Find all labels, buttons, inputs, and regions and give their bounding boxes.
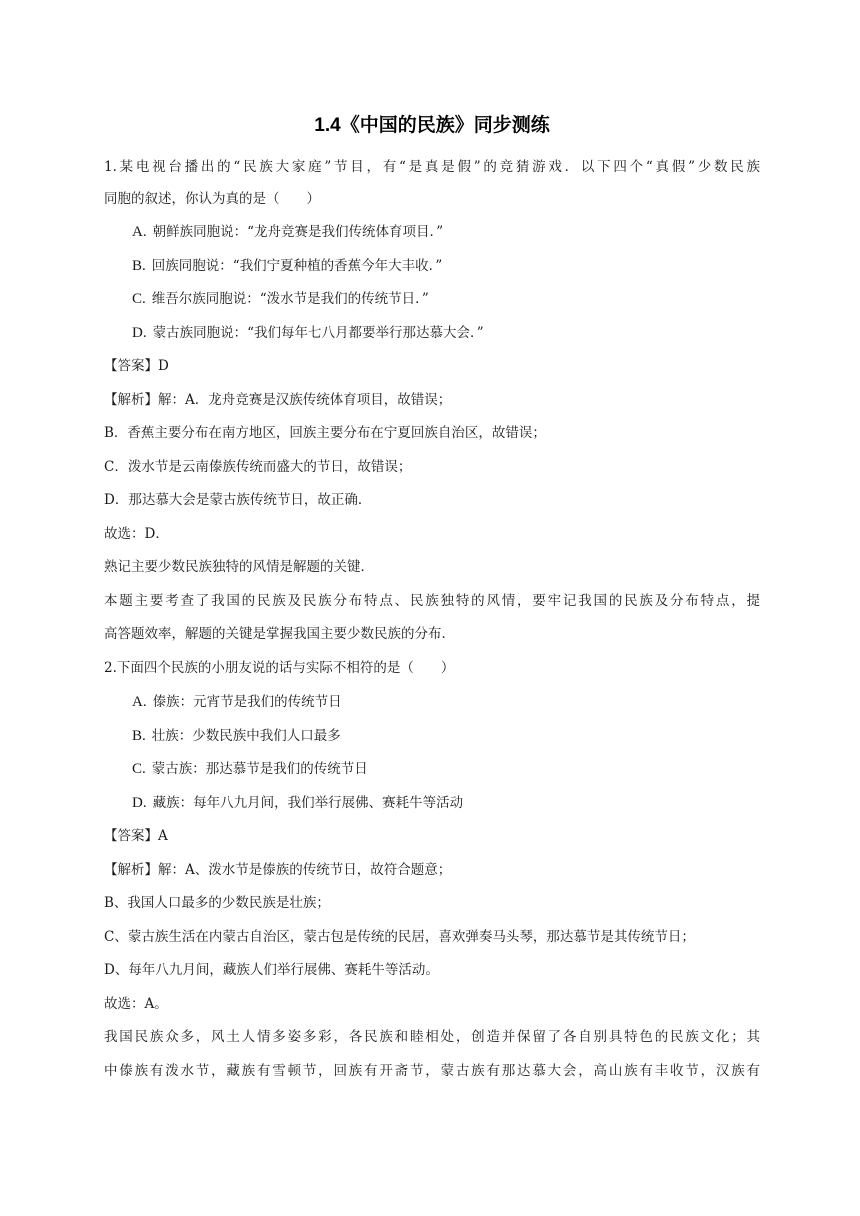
q1-analysis-line: B．香蕉主要分布在南方地区，回族主要分布在宁夏回族自治区，故错误； — [104, 425, 546, 441]
q1-answer: 【答案】D — [104, 358, 169, 374]
q1-option-a — [132, 222, 443, 242]
q2-analysis-line: B、我国人口最多的少数民族是壮族； — [104, 895, 330, 911]
option-text: 壮族：少数民族中我们人口最多 — [151, 728, 341, 744]
option-letter: A. — [132, 224, 147, 240]
option-text: 蒙古族同胞说：“我们每年七八月都要举行那达慕大会．” — [152, 325, 484, 341]
q1-option-c — [132, 289, 429, 309]
q1-analysis-line: 【解析】解：A．龙舟竞赛是汉族传统体育项目，故错误； — [104, 392, 452, 408]
q1-analysis-line: 故选：D． — [104, 526, 169, 542]
q2-option-b — [132, 726, 341, 746]
option-text: 回族同胞说：“我们宁夏种植的香蕉今年大丰收．” — [151, 258, 443, 274]
q1-analysis-line: D．那达慕大会是蒙古族传统节日，故正确． — [104, 492, 372, 508]
option-letter: D. — [132, 325, 147, 341]
q1-summary-line1: 本题主要考查了我国的民族及民族分布特点、民族独特的风情，要牢记我国的民族及分布特点，提 — [104, 593, 760, 609]
option-text: 傣族：元宵节是我们的传统节日 — [152, 694, 342, 710]
option-letter: D. — [132, 795, 147, 811]
q1-analysis-line: C．泼水节是云南傣族传统而盛大的节日，故错误； — [104, 459, 412, 475]
q1-option-b — [132, 256, 442, 276]
q2-analysis-line: C、蒙古族生活在内蒙古自治区，蒙古包是传统的民居，喜欢弹奏马头琴，那达慕节是其传统节日； — [104, 929, 695, 945]
q2-analysis-line: 故选：A。 — [104, 996, 168, 1012]
q2-analysis-line: 【解析】解：A、泼水节是傣族的传统节日，故符合题意； — [104, 862, 452, 878]
q2-answer: 【答案】A — [104, 828, 168, 844]
q1-stem-line2: 同胞的叙述，你认为真的是（ ） — [104, 191, 320, 207]
q2-summary-line1: 我国民族众多，风土人情多姿多彩，各民族和睦相处，创造并保留了各自别具特色的民族文化；其 — [104, 1029, 760, 1045]
option-text: 蒙古族：那达慕节是我们的传统节日 — [151, 761, 368, 777]
q1-stem-line1: 1.某电视台播出的“民族大家庭”节目，有“是真是假”的竞猜游戏．以下四个“真假”少数民族 — [104, 159, 760, 175]
q2-analysis-line: D、每年八九月间，藏族人们举行展佛、赛耗牛等活动。 — [104, 962, 439, 978]
q2-option-a — [132, 692, 342, 712]
option-letter: A. — [132, 694, 147, 710]
q2-option-c — [132, 759, 368, 779]
q2-stem: 2.下面四个民族的小朋友说的话与实际不相符的是（ ） — [104, 660, 455, 676]
q1-option-d — [132, 323, 484, 343]
page-title: 1.4《中国的民族》同步测练 — [314, 115, 550, 136]
option-text: 朝鲜族同胞说：“龙舟竞赛是我们传统体育项目．” — [152, 224, 444, 240]
option-letter: C. — [132, 761, 146, 777]
q2-option-d — [132, 793, 463, 813]
option-letter: C. — [132, 291, 146, 307]
q2-summary-line2: 中傣族有泼水节，藏族有雪顿节，回族有开斋节，蒙古族有那达慕大会，高山族有丰收节，汉族有 — [104, 1063, 760, 1079]
option-letter: B. — [132, 728, 146, 744]
q1-summary-line2: 高答题效率，解题的关键是掌握我国主要少数民族的分布． — [104, 626, 455, 642]
option-letter: B. — [132, 258, 146, 274]
q1-analysis-line: 熟记主要少数民族独特的风情是解题的关键． — [104, 559, 374, 575]
option-text: 藏族：每年八九月间，我们举行展佛、赛耗牛等活动 — [152, 795, 464, 811]
option-text: 维吾尔族同胞说：“泼水节是我们的传统节日．” — [151, 291, 429, 307]
